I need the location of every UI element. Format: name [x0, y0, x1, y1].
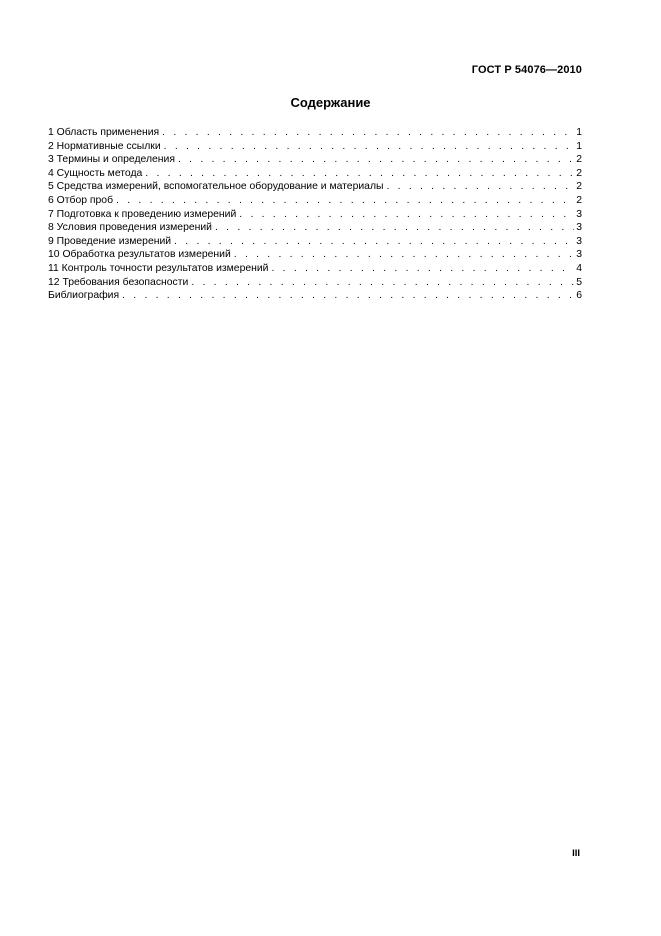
toc-entry-page: 1: [576, 140, 582, 152]
toc-leader-dots: [386, 180, 574, 194]
toc-entry[interactable]: [48, 153, 582, 167]
toc-leader-dots: [215, 221, 574, 235]
toc-leader-dots: [239, 208, 574, 222]
toc-entry-page: 3: [576, 249, 582, 261]
toc-leader-dots: [164, 140, 575, 154]
toc-entry-label: 10 Обработка результатов измерений: [48, 249, 231, 261]
toc-entry-label: Библиография: [48, 290, 120, 302]
toc-entry[interactable]: [48, 194, 582, 208]
toc-leader-dots: [122, 289, 574, 303]
toc-entry[interactable]: [48, 140, 582, 154]
toc-leader-dots: [162, 126, 574, 140]
toc-entry-label: 4 Сущность метода: [48, 167, 143, 179]
toc-entry-page: 3: [576, 235, 582, 247]
toc-entry-label: 7 Подготовка к проведению измерений: [48, 208, 237, 220]
toc-entry-page: 4: [576, 262, 582, 274]
toc-entry-label: 1 Область применения: [48, 127, 160, 138]
toc-entry[interactable]: [48, 208, 582, 222]
toc-entry-label: 11 Контроль точности результатов измерений: [48, 262, 269, 274]
toc-entry-label: 5 Средства измерений, вспомогательное оборудование и материалы: [48, 181, 384, 193]
toc-entry[interactable]: [48, 289, 582, 303]
toc-entry-page: 3: [576, 208, 582, 220]
toc-entry[interactable]: [48, 126, 582, 140]
toc-entry-label: 3 Термины и определения: [48, 154, 175, 166]
toc-title: Содержание: [290, 95, 371, 110]
table-of-contents: [48, 126, 582, 303]
toc-entry-page: 2: [576, 194, 582, 206]
document-code: ГОСТ Р 54076—2010: [471, 64, 582, 76]
toc-entry-label: 9 Проведение измерений: [48, 235, 172, 247]
toc-entry-page: 2: [576, 181, 582, 193]
toc-leader-dots: [178, 153, 574, 167]
toc-leader-dots: [191, 276, 574, 290]
toc-entry-page: 2: [576, 167, 582, 179]
toc-entry-page: 2: [576, 154, 582, 166]
toc-entry[interactable]: [48, 262, 582, 276]
toc-leader-dots: [145, 167, 574, 181]
toc-leader-dots: [234, 248, 574, 262]
toc-entry[interactable]: [48, 221, 582, 235]
toc-entry[interactable]: [48, 276, 582, 290]
toc-entry-label: 8 Условия проведения измерений: [48, 222, 212, 234]
toc-entry-page: 1: [576, 127, 582, 138]
toc-entry-label: 2 Нормативные ссылки: [48, 140, 161, 152]
toc-entry-page: 5: [576, 276, 582, 288]
toc-entry[interactable]: [48, 235, 582, 249]
toc-leader-dots: [271, 262, 574, 276]
page-number: III: [572, 848, 580, 859]
toc-entry[interactable]: [48, 180, 582, 194]
toc-entry-label: 6 Отбор проб: [48, 194, 114, 206]
toc-leader-dots: [174, 235, 574, 249]
toc-entry-page: 6: [576, 290, 582, 302]
toc-leader-dots: [116, 194, 574, 208]
toc-entry[interactable]: [48, 167, 582, 181]
toc-entry-label: 12 Требования безопасности: [48, 276, 189, 288]
toc-entry[interactable]: [48, 248, 582, 262]
toc-entry-page: 3: [576, 222, 582, 234]
